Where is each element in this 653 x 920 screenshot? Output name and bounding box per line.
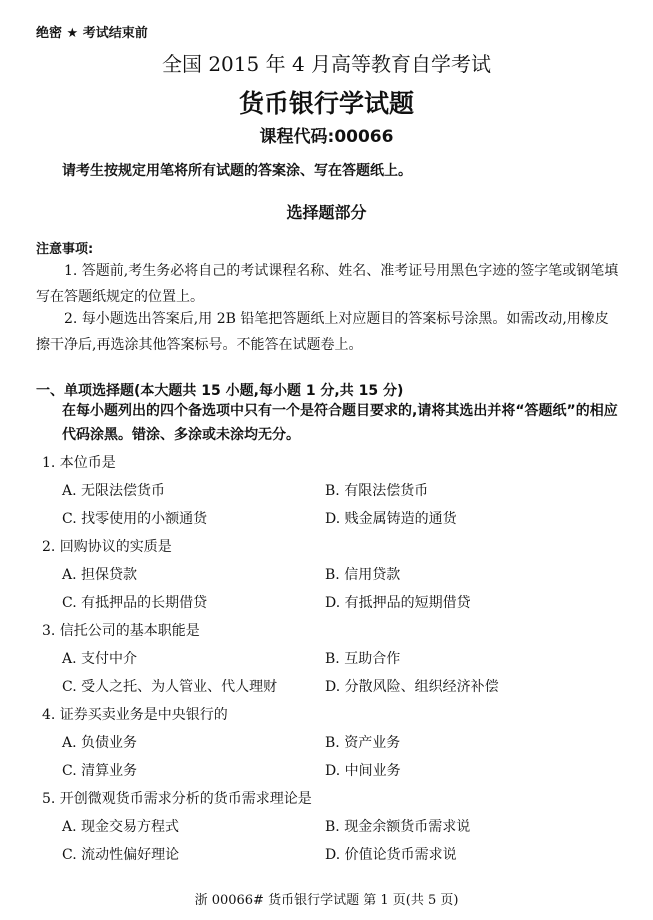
question-4-option-c: C. 清算业务 bbox=[62, 763, 138, 779]
question-2-option-a: A. 担保贷款 bbox=[62, 567, 138, 583]
question-1-option-a: A. 无限法偿货币 bbox=[62, 483, 166, 499]
question-2-option-d: D. 有抵押品的短期借贷 bbox=[325, 595, 471, 611]
question-2-stem: 2. 回购协议的实质是 bbox=[42, 539, 172, 555]
course-code: 课程代码:00066 bbox=[259, 127, 394, 147]
section-description: 在每小题列出的四个备选项中只有一个是符合题目要求的,请将其选出并将“答题纸”的相应代码涂黑。错涂、多涂或未涂均无分。 bbox=[62, 403, 618, 443]
question-4-option-b: B. 资产业务 bbox=[325, 735, 401, 751]
question-5-option-b: B. 现金余额货币需求说 bbox=[325, 819, 471, 835]
question-2-option-c: C. 有抵押品的长期借贷 bbox=[62, 595, 208, 611]
part-title: 选择题部分 bbox=[286, 203, 367, 222]
question-1-stem: 1. 本位币是 bbox=[42, 455, 116, 471]
question-3-option-c: C. 受人之托、为人管业、代人理财 bbox=[62, 679, 278, 695]
question-5-option-c: C. 流动性偏好理论 bbox=[62, 847, 180, 863]
question-4-option-d: D. 中间业务 bbox=[325, 763, 401, 779]
question-3-stem: 3. 信托公司的基本职能是 bbox=[42, 623, 200, 639]
page-footer: 浙 00066# 货币银行学试题 第 1 页(共 5 页) bbox=[194, 893, 459, 908]
question-1-option-b: B. 有限法偿货币 bbox=[325, 483, 429, 499]
answer-instruction: 请考生按规定用笔将所有试题的答案涂、写在答题纸上。 bbox=[62, 163, 412, 179]
exam-title: 全国 2015 年 4 月高等教育自学考试 bbox=[161, 52, 492, 76]
question-1-option-c: C. 找零使用的小额通货 bbox=[62, 511, 208, 527]
notes-heading: 注意事项: bbox=[36, 242, 94, 257]
section-heading: 一、单项选择题(本大题共 15 小题,每小题 1 分,共 15 分) bbox=[36, 383, 404, 399]
confidential-label: 绝密 ★ 考试结束前 bbox=[36, 26, 148, 41]
question-3-option-a: A. 支付中介 bbox=[62, 651, 138, 667]
question-1-option-d: D. 贱金属铸造的通货 bbox=[325, 511, 457, 527]
note-item-2 bbox=[36, 306, 621, 358]
subject-title: 货币银行学试题 bbox=[238, 89, 414, 118]
question-3-option-d: D. 分散风险、组织经济补偿 bbox=[325, 679, 499, 695]
question-4-option-a: A. 负债业务 bbox=[62, 735, 138, 751]
question-4-stem: 4. 证券买卖业务是中央银行的 bbox=[42, 707, 228, 723]
note-item-1 bbox=[36, 258, 621, 310]
question-5-option-d: D. 价值论货币需求说 bbox=[325, 847, 457, 863]
question-3-option-b: B. 互助合作 bbox=[325, 651, 401, 667]
question-5-option-a: A. 现金交易方程式 bbox=[62, 819, 180, 835]
note-item-2-text: 2. 每小题选出答案后,用 2B 铅笔把答题纸上对应题目的答案标号涂黑。如需改动,用橡皮擦干净后,再选涂其他答案标号。不能答在试题卷上。 bbox=[36, 311, 609, 353]
question-2-option-b: B. 信用贷款 bbox=[325, 567, 401, 583]
question-5-stem: 5. 开创微观货币需求分析的货币需求理论是 bbox=[42, 791, 312, 807]
note-item-1-text: 1. 答题前,考生务必将自己的考试课程名称、姓名、准考证号用黑色字迹的签字笔或钢笔填写在答题纸规定的位置上。 bbox=[36, 263, 619, 305]
